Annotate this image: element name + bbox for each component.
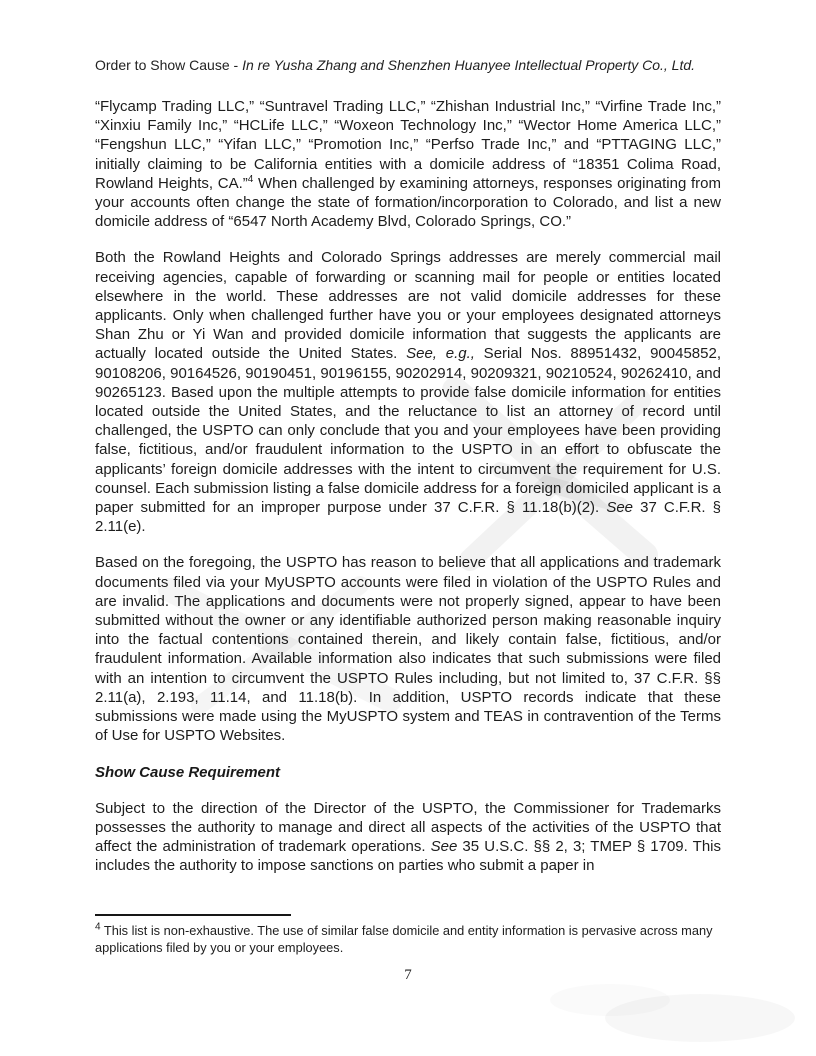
- footnote-separator: [95, 914, 291, 916]
- paragraph-entity-list: [95, 97, 721, 231]
- paragraph-domicile-addresses: [95, 248, 721, 536]
- paragraph-text: “Flycamp Trading LLC,” “Suntravel Trading LLC,” “Zhishan Industrial Inc,” “Virfine Trade Inc,” “Xinxiu Family Inc,” “HCLife LLC,” “Woxeon Technology Inc,” “Wector Home America LLC,” “Fengshun LLC,” “Yifan LLC,” “Promotion Inc,” “Perfso Trade Inc,” and “PTTAGING LLC,” initially claiming to be California entities with a domicile address of “18351 Colima Road, Rowland Heights, CA.”: [95, 98, 721, 192]
- paragraph-authority: [95, 799, 721, 876]
- footnote-text: This list is non-exhaustive. The use of similar false domicile and entity information is pervasive across many applications filed by you or your employees.: [95, 923, 713, 955]
- footnote-area: [95, 914, 721, 956]
- footnote-number: 4: [95, 921, 101, 933]
- citation-signal: See: [430, 838, 458, 856]
- paragraph-text: 37 C.F.R. § 2.11(e).: [95, 499, 722, 536]
- page-content: [95, 56, 721, 893]
- citation-signal: See, e.g.,: [406, 345, 475, 363]
- section-heading: Show Cause Requirement: [95, 763, 281, 781]
- paragraph-text: 35 U.S.C. §§ 2, 3; TMEP § 1709. This includes the authority to impose sanctions on parties who submit a paper in: [95, 838, 722, 875]
- paragraph-text: Serial Nos. 88951432, 90045852, 90108206, 90164526, 90190451, 90196155, 90202914, 90209321, 90210524, 90262410, and 90265123. Based upon the multiple attempts to provide false domicile information for entities located outside the United States, and the reluctance to list an attorney of record until challenged, the USPTO can only conclude that you and your employees have been providing false, fictitious, and/or fraudulent information to the USPTO in an effort to obfuscate the applicants’ foreign domicile addresses with the intent to circumvent the requirement for U.S. counsel. Each submission listing a false domicile address for a foreign domiciled applicant is a paper submitted for an improper purpose under 37 C.F.R. § 11.18(b)(2).: [95, 345, 721, 517]
- footnote-ref-marker: 4: [247, 173, 254, 185]
- running-header: [95, 56, 721, 74]
- header-title: Order to Show Cause -: [95, 57, 243, 73]
- paragraph-text: Subject to the direction of the Director of the USPTO, the Commissioner for Trademarks possesses the authority to manage and direct all aspects of the activities of the USPTO that affect the administration of trademark operations.: [95, 799, 721, 856]
- header-case-name: In re Yusha Zhang and Shenzhen Huanyee Intellectual Property Co., Ltd.: [242, 57, 696, 73]
- paragraph-text: Both the Rowland Heights and Colorado Springs addresses are merely commercial mail receiving agencies, capable of forwarding or scanning mail for people or entities located elsewhere in the world. These addresses are not valid domicile addresses for these applicants. Only when challenged further have you or your employees designated attorneys Shan Zhu or Yi Wan and provided domicile information that suggests the applicants are actually located outside the United States.: [95, 249, 721, 363]
- page-number: 7: [404, 967, 412, 983]
- paragraph-text: Based on the foregoing, the USPTO has reason to believe that all applications and trademark documents filed via your MyUSPTO accounts were filed in violation of the USPTO Rules and are invalid. The applications and documents were not properly signed, appear to have been submitted without the owner or any identifiable authorized person making reasonable inquiry into the factual contentions contained therein, and likely contain false, fictitious, and/or fraudulent information. Available information also indicates that such submissions were filed with an intention to circumvent the USPTO Rules including, but not limited to, 37 C.F.R. §§ 2.11(a), 2.193, 11.14, and 11.18(b). In addition, USPTO records indicate that these submissions were made using the MyUSPTO system and TEAS in contravention of the Terms of Use for USPTO Websites.: [95, 554, 721, 745]
- footnote: [95, 922, 721, 956]
- citation-signal: See: [606, 499, 634, 517]
- paragraph-violations: [95, 553, 721, 745]
- paragraph-text: When challenged by examining attorneys, responses originating from your accounts often change the state of formation/incorporation to Colorado, and list a new domicile address of “6547 North Academy Blvd, Colorado Springs, CO.”: [95, 174, 722, 231]
